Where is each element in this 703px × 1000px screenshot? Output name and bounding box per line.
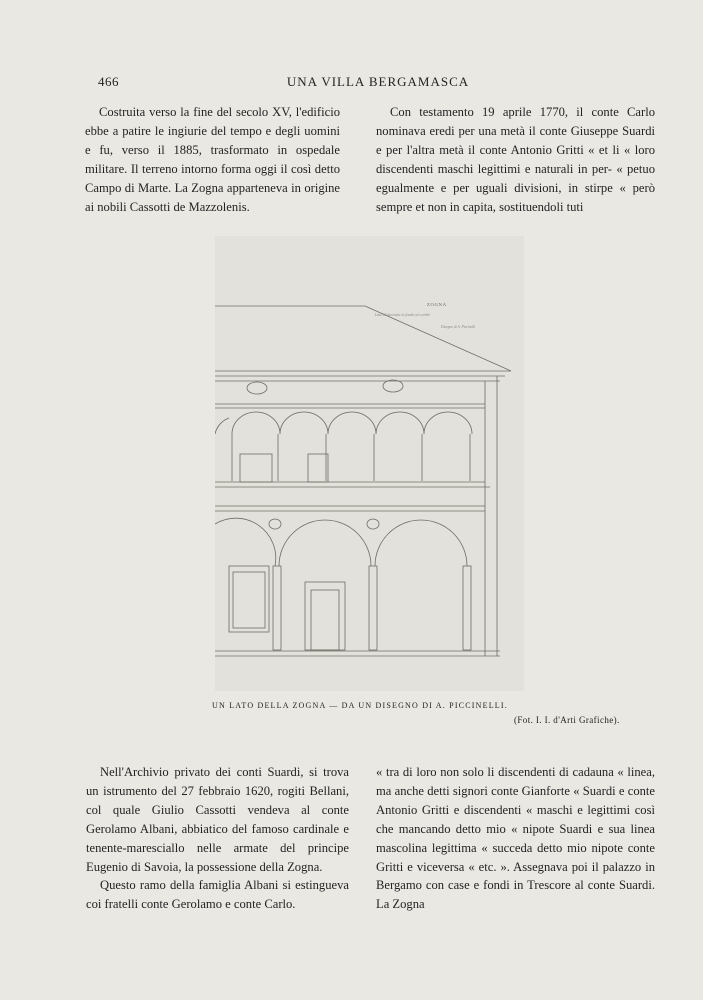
text-paragraph: Costruita verso la fine del secolo XV, l'edificio ebbe a patire le ingiurie del tempo e degli uomini e fu, verso il 1885, trasformato in ospedale militare. Il terreno intorno forma oggi il così detto Campo di Marte. La Zogna apparteneva in origine ai nobili Cassotti de Mazzolenis. bbox=[85, 105, 340, 214]
page-number: 466 bbox=[98, 74, 119, 89]
text-paragraph: Con testamento 19 aprile 1770, il conte Carlo nominava eredi per una metà il conte Giuseppe Suardi e per l'altra metà il conte Antonio Gritti « et li « loro discendenti maschi legittimi e naturali in per- « petuo egualmente e per uguali divisioni, in stirpe « però sempre et non in capita, sostituendoli tuti bbox=[376, 105, 655, 214]
text-paragraph: Nell'Archivio privato dei conti Suardi, si trova un istrumento del 27 febbraio 1620, rogiti Bellani, col quale Giulio Cassotti vendeva al conte Gerolamo Albani, abbiatico del famoso cardinale e tenente-maresciallo nelle armate del principe Eugenio di Savoia, la possessione della Zogna. bbox=[86, 765, 349, 874]
text-paragraph: « tra di loro non solo li discendenti di cadauna « linea, ma anche detti signori conte Gianforte « Suardi e conte Antonio Gritti e discendenti « maschi e legittimi così che mancando detto mio « nipote Suardi e sua linea mascolina legittima « succeda detto mio nipote conte Gritti e viceversa « etc. ». Assegnava poi il palazzo in Bergamo con case e fondi in Trescore al conte Suardi. La Zogna bbox=[376, 765, 655, 912]
drawing-note: Lato di facciata in fondo al cortile bbox=[375, 312, 431, 317]
text-paragraph: Questo ramo della famiglia Albani si estingueva coi fratelli conte Gerolamo e conte Carlo. bbox=[86, 878, 349, 912]
drawing-label: ZOGNA bbox=[427, 302, 447, 307]
drawing-note: Disegno di A. Piccinelli bbox=[441, 325, 476, 329]
running-header bbox=[98, 74, 658, 94]
photo-credit: (Fot. I. I. d'Arti Grafiche). bbox=[514, 715, 620, 725]
top-right-column bbox=[376, 103, 655, 216]
bottom-left-column bbox=[86, 763, 349, 914]
top-left-column bbox=[85, 103, 340, 216]
figure-caption: UN LATO DELLA ZOGNA — DA UN DISEGNO DI A. PICCINELLI. bbox=[212, 701, 508, 710]
running-title: UNA VILLA BERGAMASCA bbox=[286, 74, 470, 89]
bottom-right-column bbox=[376, 763, 655, 914]
architectural-drawing bbox=[215, 236, 524, 691]
